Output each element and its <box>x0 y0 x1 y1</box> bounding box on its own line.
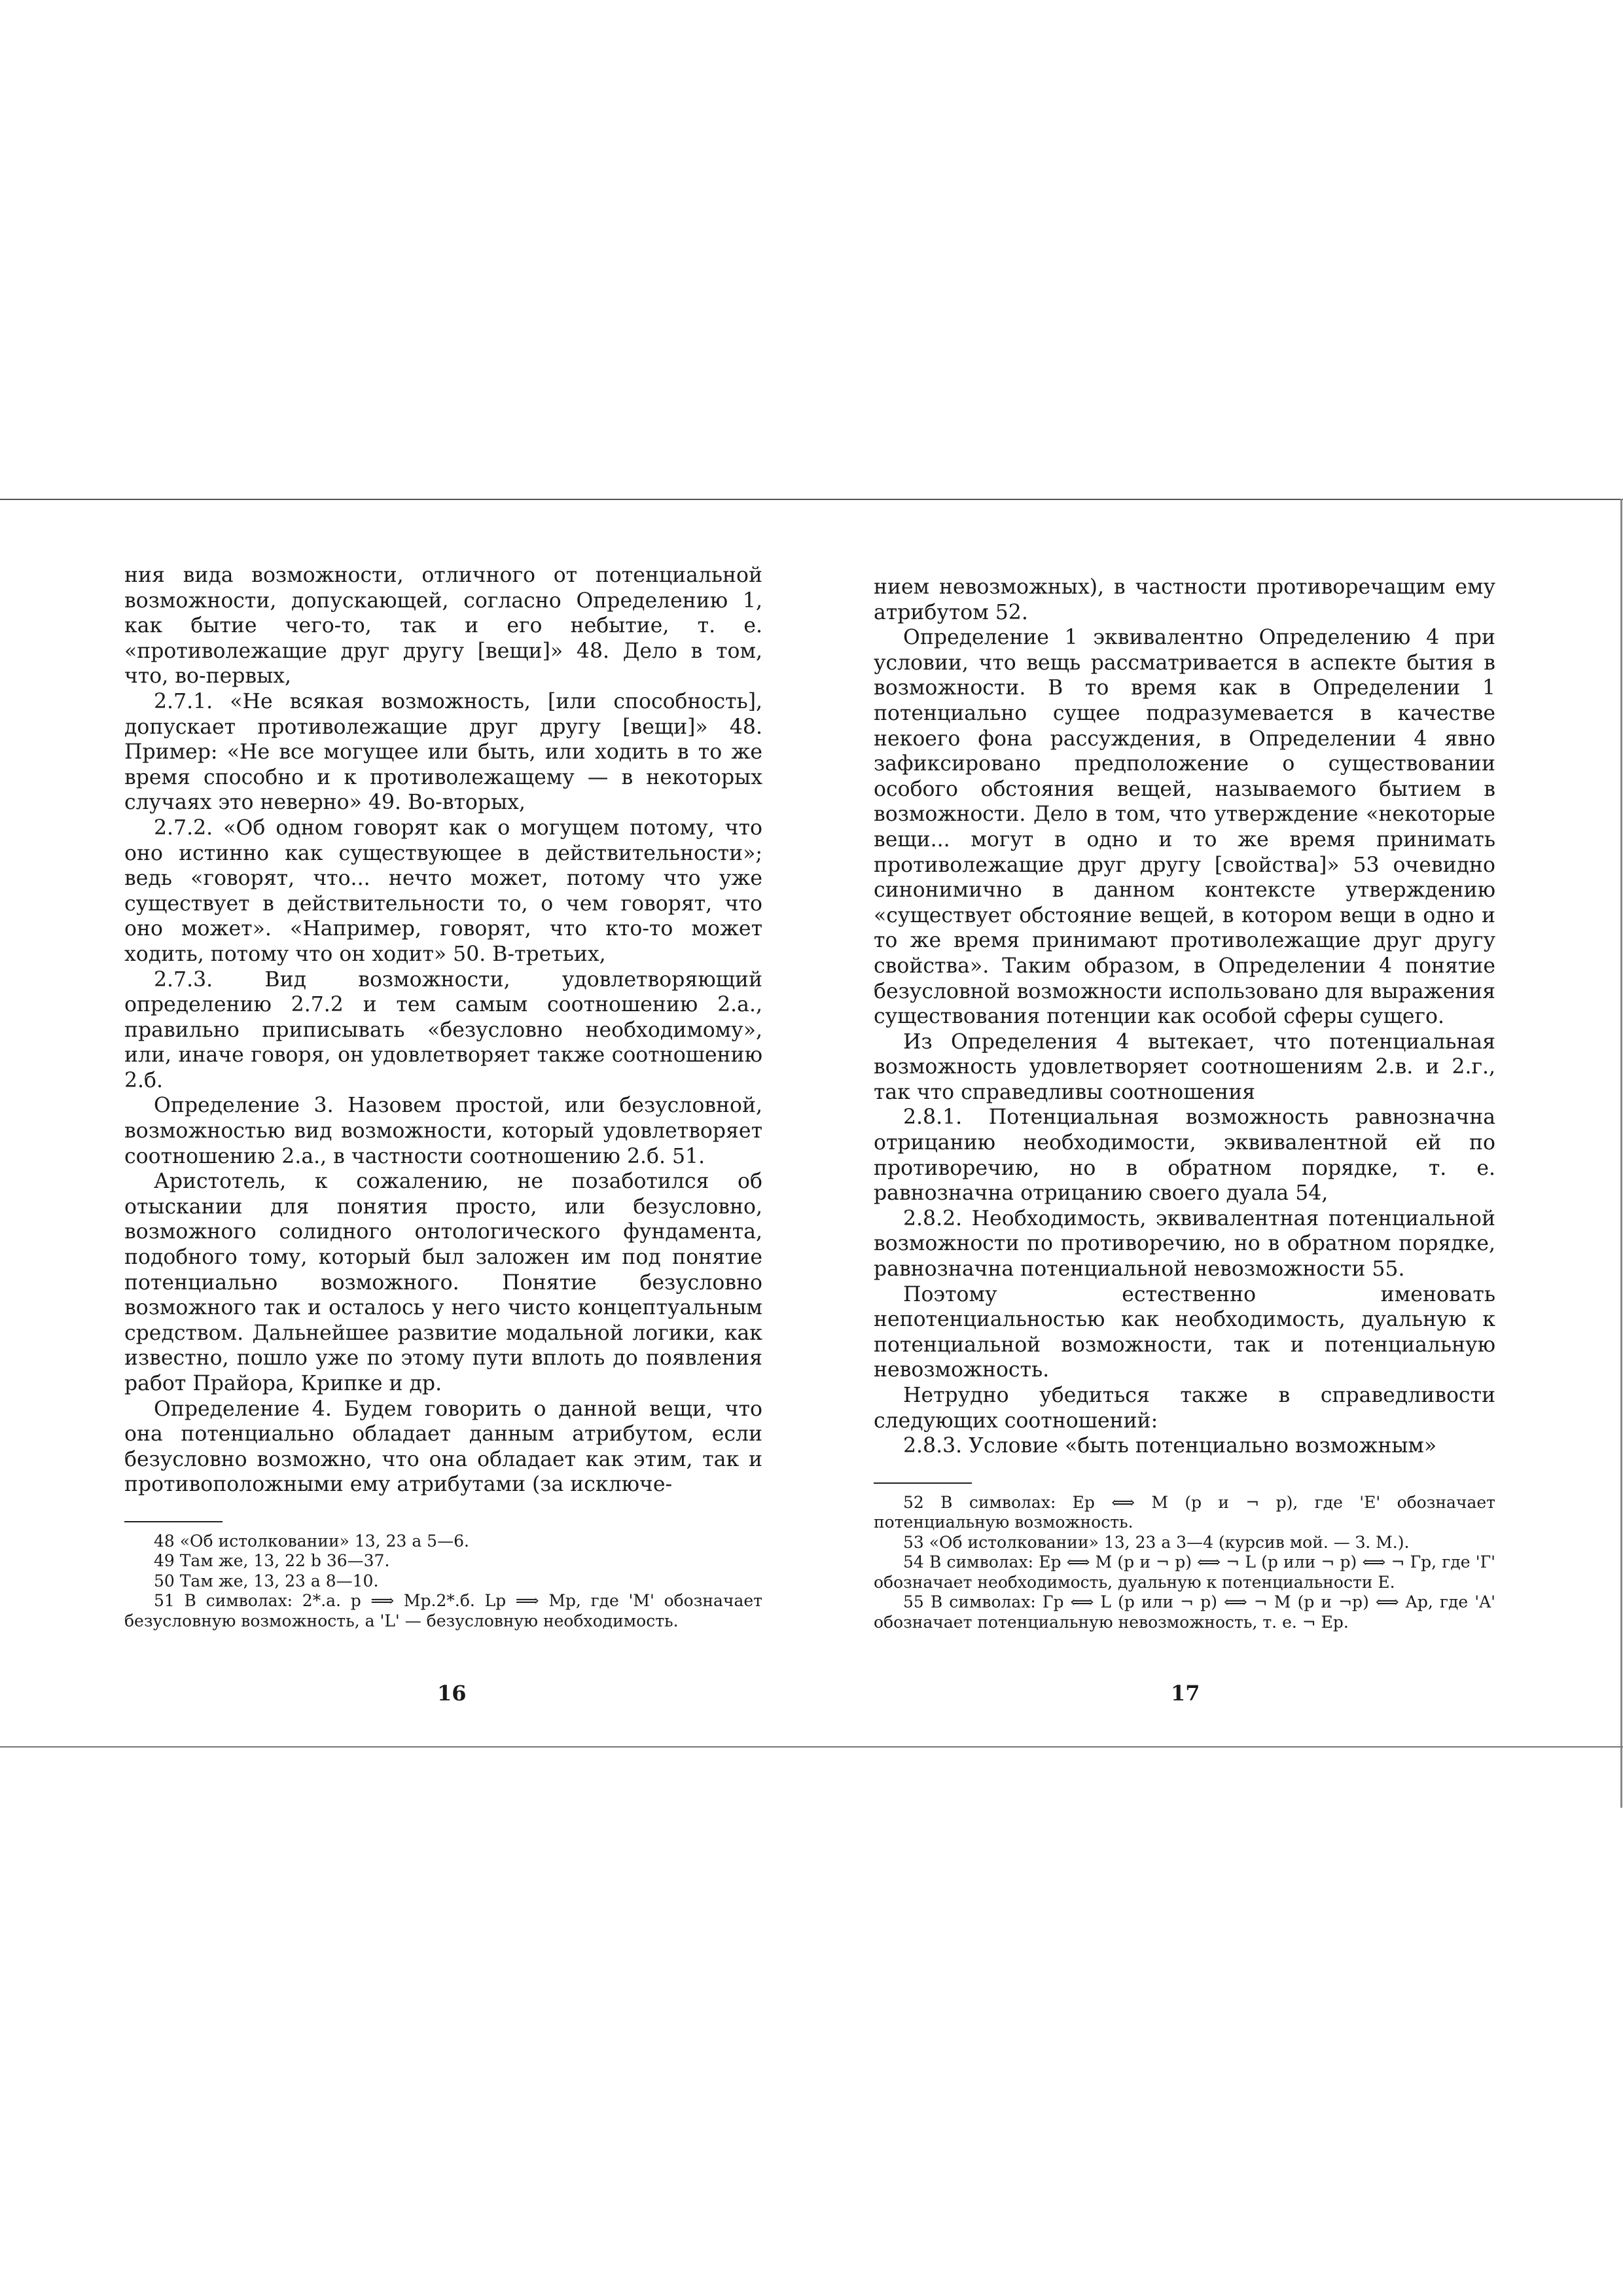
paragraph: ния вида возможности, отличного от потенциальной возможности, допускающей, согласно Определению 1, как бытие чего-то, так и его небытие, т. е. «противолежащие друг другу [вещи]» 48. Дело в том, что, во-первых, <box>124 564 762 689</box>
left-page-body <box>124 563 762 1498</box>
footnote: 54 В символах: Ep ⟺ M (p и ¬ p) ⟺ ¬ L (p или ¬ p) ⟺ ¬ Гp, где 'Г' обозначает необходимость, дуальную к потенциальности E. <box>874 1552 1495 1592</box>
paragraph: 2.7.1. «Не всякая возможность, [или способность], допускает противолежащие друг другу [вещи]» 48. Пример: «Не все могущее или быть, или ходить в то же время способно и к противолежащему — в некоторых случаях это неверно» 49. Во-вторых, <box>124 689 762 815</box>
paragraph: 2.8.1. Потенциальная возможность равнозначна отрицанию необходимости, эквивалентной ей по противоречию, но в обратном порядке, т. е. равнозначна отрицанию своего дуала 54, <box>874 1105 1495 1206</box>
right-footnotes <box>874 1493 1495 1633</box>
paragraph: 2.7.2. «Об одном говорят как о могущем потому, что оно истинно как существующее в действительности»; ведь «говорят, что... нечто может, потому что уже существует в действительности то, о чем говорят, что оно может». «Например, говорят, что кто-то может ходить, потому что он ходит» 50. В-третьих, <box>124 816 762 966</box>
page-number: 17 <box>1171 1681 1200 1706</box>
paragraph: Аристотель, к сожалению, не позаботился об отыскании для понятия просто, или безусловно, возможного солидного онтологического фундамента, подобного тому, который был заложен им под понятие потенциально возможного. Понятие безусловно возможного так и осталось у него чисто концептуальным средством. Дальнейшее развитие модальной логики, как известно, пошло уже по этому пути вплоть до появления работ Прайора, Крипке и др. <box>124 1170 762 1395</box>
paragraph: Поэтому естественно именовать непотенциальностью как необходимость, дуальную к потенциальной возможности, так и потенциальную невозможность. <box>874 1282 1495 1382</box>
right-page <box>874 575 1495 1632</box>
footnote: 55 В символах: Гp ⟺ L (p или ¬ p) ⟺ ¬ M (p и ¬p) ⟺ Ap, где 'A' обозначает потенциальную невозможность, т. е. ¬ Ep. <box>874 1592 1495 1632</box>
footnote: 48 «Об истолковании» 13, 23 а 5—6. <box>154 1531 469 1551</box>
footnote: 51 В символах: 2*.а. p ⟹ Mp.2*.б. Lp ⟹ Mp, где 'M' обозначает безусловную возможность, а 'L' — безусловную необходимость. <box>124 1591 762 1630</box>
paragraph: Определение 3. Назовем простой, или безусловной, возможностью вид возможности, который удовлетворяет соотношению 2.а., в частности соотношению 2.б. 51. <box>124 1094 762 1168</box>
paragraph: Нетрудно убедиться также в справедливости следующих соотношений: <box>874 1384 1495 1433</box>
paragraph: Определение 4. Будем говорить о данной вещи, что она потенциально обладает данным атрибутом, если безусловно возможно, что она обладает как этим, так и противоположными ему атрибутами (за исключе- <box>124 1397 762 1497</box>
footnote: 50 Там же, 13, 23 а 8—10. <box>154 1571 379 1590</box>
scan-edge-right <box>1620 499 1622 1808</box>
paragraph: 2.7.3. Вид возможности, удовлетворяющий определению 2.7.2 и тем самым соотношению 2.а., правильно приписывать «безусловно необходимому», или, иначе говоря, он удовлетворяет также соотношению 2.б. <box>124 967 762 1092</box>
paragraph: Определение 1 эквивалентно Определению 4 при условии, что вещь рассматривается в аспекте бытия в возможности. В то время как в Определении 1 потенциально сущее подразумевается в качестве некоего фона рассуждения, в Определении 4 явно зафиксировано предположение о существовании особого обстояния вещей, называемого бытием в возможности. Дело в том, что утверждение «некоторые вещи... могут в одно и то же время принимать противолежащие друг другу [свойства]» 53 очевидно синонимично в данном контексте утверждению «существует обстояние вещей, в котором вещи в одно и то же время принимают противолежащие друг другу свойства». Таким образом, в Определении 4 понятие безусловной возможности использовано для выражения существования потенции как особой сферы сущего. <box>874 626 1495 1029</box>
scan-edge-bottom <box>0 1746 1623 1748</box>
footnote-separator <box>874 1482 972 1484</box>
footnote: 49 Там же, 13, 22 b 36—37. <box>154 1551 390 1571</box>
scan-edge-top <box>0 499 1623 500</box>
paragraph: Из Определения 4 вытекает, что потенциальная возможность удовлетворяет соотношениям 2.в. и 2.г., так что справедливы соотношения <box>874 1030 1495 1104</box>
left-page <box>124 563 762 1631</box>
footnote: 52 В символах: Ep ⟺ M (p и ¬ p), где 'E' обозначает потенциальную возможность. <box>874 1492 1495 1532</box>
footnote-separator <box>124 1521 223 1522</box>
paragraph: 2.8.3. Условие «быть потенциально возможным» <box>903 1434 1437 1458</box>
page-number: 16 <box>437 1681 467 1706</box>
footnote: 53 «Об истолковании» 13, 23 а 3—4 (курсив мой. — З. М.). <box>903 1532 1410 1552</box>
paragraph: 2.8.2. Необходимость, эквивалентная потенциальной возможности по противоречию, но в обратном порядке, равнозначна потенциальной невозможности 55. <box>874 1206 1495 1282</box>
paragraph: нием невозможных), в частности противоречащим ему атрибутом 52. <box>874 575 1495 624</box>
right-page-body <box>874 575 1495 1459</box>
left-footnotes <box>124 1532 762 1632</box>
